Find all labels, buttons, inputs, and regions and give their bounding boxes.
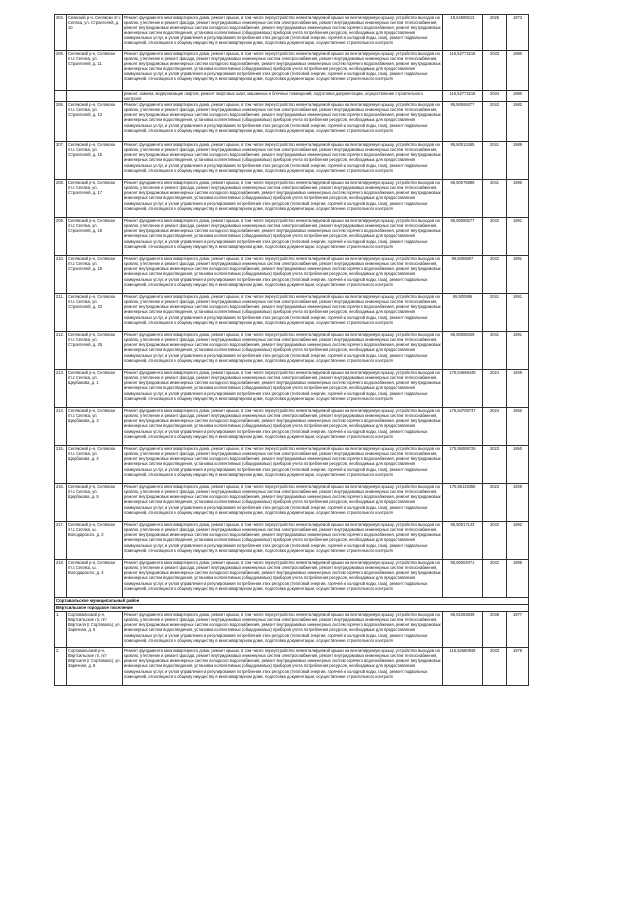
table-row [55, 180, 529, 218]
row-number: 218. [55, 560, 67, 598]
building-address: Селякский р-н, Селякски пт.с Селяха, ул. Строителей, д. 11 [67, 51, 123, 91]
planned-year: 2024 [483, 408, 507, 446]
housing-repair-register-table [54, 14, 529, 686]
repair-works-description: Ремонт фундамента многоквартирного дома, ремонт крыши, в том числе переустройство невентилируемой крыши на вентилируемую крышу, устройство выходов на кровлю, утепление и ремонт фасада, ремонт внутридомовых инженерных систем электроснабжения, ремонт внутридомовых инженерных систем теплоснабжения, ремонт внутридомовых инженерных систем холодного водоснабжения, ремонт внутридомовых инженерных систем горячего водоснабжения, ремонт внутридомовых инженерных систем водоотведения, установка коллективных (общедомовых) приборов учета потребления ресурсов, необходимых для предоставления коммунальных услуг, и узлов управления и регулирования потребления этих ресурсов (тепловой энергии, горячей и холодной воды, газа), ремонт подвальных помещений, относящихся к общему имуществу в многоквартирном доме, подготовка документации, осуществление строительного контроля [123, 180, 443, 218]
row-number: 213. [55, 370, 67, 408]
planned-year: 2033 [483, 51, 507, 91]
repair-works-description: Ремонт фундамента многоквартирного дома, ремонт крыши, в том числе переустройство невентилируемой крыши на вентилируемую крышу, устройство выходов на кровлю, утепление и ремонт фасада, ремонт внутридомовых инженерных систем электроснабжения, ремонт внутридомовых инженерных систем теплоснабжения, ремонт внутридомовых инженерных систем холодного водоснабжения, ремонт внутридомовых инженерных систем горячего водоснабжения, ремонт внутридомовых инженерных систем водоотведения, установка коллективных (общедомовых) приборов учета потребления ресурсов, необходимых для предоставления коммунальных услуг, и узлов управления и регулирования потребления этих ресурсов (тепловой энергии, горячей и холодной воды, газа), ремонт подвальных помещений, относящихся к общему имуществу в многоквартирном доме, подготовка документации, осуществление строительного контроля [123, 294, 443, 332]
table-row [55, 15, 529, 51]
repair-works-description: Ремонт фундамента многоквартирного дома, ремонт крыши, в том числе переустройство невентилируемой крыши на вентилируемую крышу, устройство выходов на кровлю, утепление и ремонт фасада, ремонт внутридомовых инженерных систем электроснабжения, ремонт внутридомовых инженерных систем теплоснабжения, ремонт внутридомовых инженерных систем холодного водоснабжения, ремонт внутридомовых инженерных систем горячего водоснабжения, ремонт внутридомовых инженерных систем водоотведения, установка коллективных (общедомовых) приборов учета потребления ресурсов, необходимых для предоставления коммунальных услуг, и узлов управления и регулирования потребления этих ресурсов (тепловой энергии, горячей и холодной воды, газа), ремонт подвальных помещений, относящихся к общему имуществу в многоквартирном доме, подготовка документации, осуществление строительного контроля [123, 15, 443, 51]
planned-year: 2023 [483, 484, 507, 522]
construction-year: 1982 [507, 102, 529, 142]
cost-value: 95,51083849 [443, 612, 483, 648]
table-row [55, 142, 529, 180]
planned-year: 2033 [483, 648, 507, 686]
repair-works-description: Ремонт фундамента многоквартирного дома, ремонт крыши, в том числе переустройство невентилируемой крыши на вентилируемую крышу, устройство выходов на кровлю, утепление и ремонт фасада, ремонт внутридомовых инженерных систем электроснабжения, ремонт внутридомовых инженерных систем теплоснабжения, ремонт внутридомовых инженерных систем холодного водоснабжения, ремонт внутридомовых инженерных систем горячего водоснабжения, ремонт внутридомовых инженерных систем водоотведения, установка коллективных (общедомовых) приборов учета потребления ресурсов, необходимых для предоставления коммунальных услуг, и узлов управления и регулирования потребления этих ресурсов (тепловой энергии, горячей и холодной воды, газа), ремонт подвальных помещений, относящихся к общему имуществу в многоквартирном доме, подготовка документации, осуществление строительного контроля [123, 218, 443, 256]
repair-works-description: Ремонт фундамента многоквартирного дома, ремонт крыши, в том числе переустройство невентилируемой крыши на вентилируемую крышу, устройство выходов на кровлю, утепление и ремонт фасада, ремонт внутридомовых инженерных систем электроснабжения, ремонт внутридомовых инженерных систем теплоснабжения, ремонт внутридомовых инженерных систем холодного водоснабжения, ремонт внутридомовых инженерных систем горячего водоснабжения, ремонт внутридомовых инженерных систем водоотведения, установка коллективных (общедомовых) приборов учета потребления ресурсов, необходимых для предоставления коммунальных услуг, и узлов управления и регулирования потребления этих ресурсов (тепловой энергии, горячей и холодной воды, газа), ремонт подвальных помещений, относящихся к общему имуществу в многоквартирном доме, подготовка документации, осуществление строительного контроля [123, 256, 443, 294]
construction-year: 1938 [507, 484, 529, 522]
cost-value: 175,54708737 [443, 408, 483, 446]
building-address: Селякский р-н, Селякски пт.с Селяха, ш. Володарского, д. 2 [67, 522, 123, 560]
row-number: 217. [55, 522, 67, 560]
construction-year: 1978 [507, 648, 529, 686]
row-number: 214. [55, 408, 67, 446]
table-row [55, 256, 529, 294]
table-row [55, 612, 529, 648]
table-row [55, 370, 529, 408]
construction-year: 1991 [507, 218, 529, 256]
register-sheet [54, 14, 528, 686]
row-number: 211. [55, 294, 67, 332]
repair-works-description: Ремонт фундамента многоквартирного дома, ремонт крыши, в том числе переустройство невентилируемой крыши на вентилируемую крышу, устройство выходов на кровлю, утепление и ремонт фасада, ремонт внутридомовых инженерных систем электроснабжения, ремонт внутридомовых инженерных систем теплоснабжения, ремонт внутридомовых инженерных систем холодного водоснабжения, ремонт внутридомовых инженерных систем горячего водоснабжения, ремонт внутридомовых инженерных систем водоотведения, установка коллективных (общедомовых) приборов учета потребления ресурсов, необходимых для предоставления коммунальных услуг, и узлов управления и регулирования потребления этих ресурсов (тепловой энергии, горячей и холодной воды, газа), ремонт подвальных помещений, относящихся к общему имуществу в многоквартирном доме, подготовка документации, осуществление строительного контроля [123, 522, 443, 560]
row-number: 204. [55, 15, 67, 51]
subsection-title: Вяртсильское городское поселение [55, 605, 529, 612]
cost-value: 115,52773215 [443, 91, 483, 102]
table-row [55, 446, 529, 484]
repair-works-description: ремонт, замена, модернизация лифтов, ремонт лифтовых шахт, машинных и блочных помещений, подготовка документации, осуществление строительного контроля [123, 91, 443, 102]
construction-year: 1950 [507, 408, 529, 446]
construction-year: 1991 [507, 256, 529, 294]
building-address: Селякский р-н, Селякски пт.с Селяха, ул. Строителей, д. 25 [67, 332, 123, 370]
planned-year: 2025 [483, 15, 507, 51]
planned-year: 2042 [483, 218, 507, 256]
table-row [55, 484, 529, 522]
building-address: Селякский р-н, Селякски пт.с Селяха, ш. Володарского, д. 4 [67, 560, 123, 598]
planned-year: 2024 [483, 370, 507, 408]
row-number: 205. [55, 51, 67, 91]
construction-year: 1991 [507, 332, 529, 370]
cost-value: 95,50075888 [443, 180, 483, 218]
register-body [55, 15, 529, 686]
planned-year: 2042 [483, 560, 507, 598]
cost-value: 95,500995 [443, 294, 483, 332]
table-row [55, 102, 529, 142]
table-row [55, 91, 529, 102]
building-address: Селякский р-н, Селякски пт.с Селяха, ул. Щербакова, д. 5 [67, 484, 123, 522]
building-address: Селякский р-н, Селякски пт.с Селяха, ул. Строителей, д. 23 [67, 294, 123, 332]
planned-year: 2041 [483, 332, 507, 370]
table-row [55, 218, 529, 256]
repair-works-description: Ремонт фундамента многоквартирного дома, ремонт крыши, в том числе переустройство невентилируемой крыши на вентилируемую крышу, устройство выходов на кровлю, утепление и ремонт фасада, ремонт внутридомовых инженерных систем электроснабжения, ремонт внутридомовых инженерных систем теплоснабжения, ремонт внутридомовых инженерных систем холодного водоснабжения, ремонт внутридомовых инженерных систем горячего водоснабжения, ремонт внутридомовых инженерных систем водоотведения, установка коллективных (общедомовых) приборов учета потребления ресурсов, необходимых для предоставления коммунальных услуг, и узлов управления и регулирования потребления этих ресурсов (тепловой энергии, горячей и холодной воды, газа), ремонт подвальных помещений, относящихся к общему имуществу в многоквартирном доме, подготовка документации, осуществление строительного контроля [123, 408, 443, 446]
repair-works-description: Ремонт фундамента многоквартирного дома, ремонт крыши, в том числе переустройство невентилируемой крыши на вентилируемую крышу, устройство выходов на кровлю, утепление и ремонт фасада, ремонт внутридомовых инженерных систем электроснабжения, ремонт внутридомовых инженерных систем теплоснабжения, ремонт внутридомовых инженерных систем холодного водоснабжения, ремонт внутридомовых инженерных систем горячего водоснабжения, ремонт внутридомовых инженерных систем водоотведения, установка коллективных (общедомовых) приборов учета потребления ресурсов, необходимых для предоставления коммунальных услуг, и узлов управления и регулирования потребления этих ресурсов (тепловой энергии, горячей и холодной воды, газа), ремонт подвальных помещений, относящихся к общему имуществу в многоквартирном доме, подготовка документации, осуществление строительного контроля [123, 370, 443, 408]
section-heading-row [55, 598, 529, 605]
building-address: Селякский р-н, Селякски пт.с Селяха, ул. Щербакова, д. 4 [67, 446, 123, 484]
row-number: 210. [55, 256, 67, 294]
row-number: 216. [55, 484, 67, 522]
row-number: 215. [55, 446, 67, 484]
table-row [55, 560, 529, 598]
row-number: 209. [55, 218, 67, 256]
row-number: 1. [55, 612, 67, 648]
row-number: 212. [55, 332, 67, 370]
building-address: Селякский р-н, Селякски пт.с Селяха, ул. Щербакова, д. 3 [67, 408, 123, 446]
cost-value: 115,52680849 [443, 648, 483, 686]
building-address: Селякский р-н, Селякски пт.с Селяха, ул. Строителей, д. 19 [67, 256, 123, 294]
construction-year: 1991 [507, 294, 529, 332]
building-address: Сортавальский р-н, Вяртсильское гп, пгт Вяртсиля (г Сортавала), ул. Заречная, д. 8 [67, 648, 123, 686]
repair-works-description: Ремонт фундамента многоквартирного дома, ремонт крыши, в том числе переустройство невентилируемой крыши на вентилируемую крышу, устройство выходов на кровлю, утепление и ремонт фасада, ремонт внутридомовых инженерных систем электроснабжения, ремонт внутридомовых инженерных систем теплоснабжения, ремонт внутридомовых инженерных систем холодного водоснабжения, ремонт внутридомовых инженерных систем горячего водоснабжения, ремонт внутридомовых инженерных систем водоотведения, установка коллективных (общедомовых) приборов учета потребления ресурсов, необходимых для предоставления коммунальных услуг, и узлов управления и регулирования потребления этих ресурсов (тепловой энергии, горячей и холодной воды, газа), ремонт подвальных помещений, относящихся к общему имуществу в многоквартирном доме, подготовка документации, осуществление строительного контроля [123, 612, 443, 648]
table-row [55, 648, 529, 686]
planned-year: 2042 [483, 256, 507, 294]
construction-year: 1992 [507, 522, 529, 560]
cost-value: 95,50069277 [443, 102, 483, 142]
section-title: Сортавальское муниципальный район [55, 598, 529, 605]
cost-value: 175,55119355 [443, 484, 483, 522]
building-address: Селякский р-н, Селякски пт.с Селяха, ул. Строителей, д. 13 [67, 102, 123, 142]
row-number: 2. [55, 648, 67, 686]
row-number [55, 91, 67, 102]
construction-year: 1950 [507, 446, 529, 484]
construction-year: 1989 [507, 142, 529, 180]
row-number: 208. [55, 180, 67, 218]
planned-year: 2038 [483, 612, 507, 648]
construction-year: 1990 [507, 180, 529, 218]
repair-works-description: Ремонт фундамента многоквартирного дома, ремонт крыши, в том числе переустройство невентилируемой крыши на вентилируемую крышу, устройство выходов на кровлю, утепление и ремонт фасада, ремонт внутридомовых инженерных систем электроснабжения, ремонт внутридомовых инженерных систем теплоснабжения, ремонт внутридомовых инженерных систем холодного водоснабжения, ремонт внутридомовых инженерных систем горячего водоснабжения, ремонт внутридомовых инженерных систем водоотведения, установка коллективных (общедомовых) приборов учета потребления ресурсов, необходимых для предоставления коммунальных услуг, и узлов управления и регулирования потребления этих ресурсов (тепловой энергии, горячей и холодной воды, газа), ремонт подвальных помещений, относящихся к общему имуществу в многоквартирном доме, подготовка документации, осуществление строительного контроля [123, 648, 443, 686]
cost-value: 18,54589213 [443, 15, 483, 51]
cost-value: 175,54668445 [443, 370, 483, 408]
cost-value: 95,50013455 [443, 142, 483, 180]
building-address: Селякский р-н, Селякски пт.с Селяха, ул. Строителей, д. 18 [67, 218, 123, 256]
cost-value: 95,50069429 [443, 332, 483, 370]
repair-works-description: Ремонт фундамента многоквартирного дома, ремонт крыши, в том числе переустройство невентилируемой крыши на вентилируемую крышу, устройство выходов на кровлю, утепление и ремонт фасада, ремонт внутридомовых инженерных систем электроснабжения, ремонт внутридомовых инженерных систем теплоснабжения, ремонт внутридомовых инженерных систем холодного водоснабжения, ремонт внутридомовых инженерных систем горячего водоснабжения, ремонт внутридомовых инженерных систем водоотведения, установка коллективных (общедомовых) приборов учета потребления ресурсов, необходимых для предоставления коммунальных услуг, и узлов управления и регулирования потребления этих ресурсов (тепловой энергии, горячей и холодной воды, газа), ремонт подвальных помещений, относящихся к общему имуществу в многоквартирном доме, подготовка документации, осуществление строительного контроля [123, 51, 443, 91]
repair-works-description: Ремонт фундамента многоквартирного дома, ремонт крыши, в том числе переустройство невентилируемой крыши на вентилируемую крышу, устройство выходов на кровлю, утепление и ремонт фасада, ремонт внутридомовых инженерных систем электроснабжения, ремонт внутридомовых инженерных систем теплоснабжения, ремонт внутридомовых инженерных систем холодного водоснабжения, ремонт внутридомовых инженерных систем горячего водоснабжения, ремонт внутридомовых инженерных систем водоотведения, установка коллективных (общедомовых) приборов учета потребления ресурсов, необходимых для предоставления коммунальных услуг, и узлов управления и регулирования потребления этих ресурсов (тепловой энергии, горячей и холодной воды, газа), ремонт подвальных помещений, относящихся к общему имуществу в многоквартирном доме, подготовка документации, осуществление строительного контроля [123, 446, 443, 484]
row-number: 206. [55, 102, 67, 142]
construction-year: 1977 [507, 612, 529, 648]
cost-value: 95,50069277 [443, 218, 483, 256]
construction-year: 1980 [507, 51, 529, 91]
repair-works-description: Ремонт фундамента многоквартирного дома, ремонт крыши, в том числе переустройство невентилируемой крыши на вентилируемую крышу, устройство выходов на кровлю, утепление и ремонт фасада, ремонт внутридомовых инженерных систем электроснабжения, ремонт внутридомовых инженерных систем теплоснабжения, ремонт внутридомовых инженерных систем холодного водоснабжения, ремонт внутридомовых инженерных систем горячего водоснабжения, ремонт внутридомовых инженерных систем водоотведения, установка коллективных (общедомовых) приборов учета потребления ресурсов, необходимых для предоставления коммунальных услуг, и узлов управления и регулирования потребления этих ресурсов (тепловой энергии, горячей и холодной воды, газа), ремонт подвальных помещений, относящихся к общему имуществу в многоквартирном доме, подготовка документации, осуществление строительного контроля [123, 560, 443, 598]
row-number: 207. [55, 142, 67, 180]
repair-works-description: Ремонт фундамента многоквартирного дома, ремонт крыши, в том числе переустройство невентилируемой крыши на вентилируемую крышу, устройство выходов на кровлю, утепление и ремонт фасада, ремонт внутридомовых инженерных систем электроснабжения, ремонт внутридомовых инженерных систем теплоснабжения, ремонт внутридомовых инженерных систем холодного водоснабжения, ремонт внутридомовых инженерных систем горячего водоснабжения, ремонт внутридомовых инженерных систем водоотведения, установка коллективных (общедомовых) приборов учета потребления ресурсов, необходимых для предоставления коммунальных услуг, и узлов управления и регулирования потребления этих ресурсов (тепловой энергии, горячей и холодной воды, газа), ремонт подвальных помещений, относящихся к общему имуществу в многоквартирном доме, подготовка документации, осуществление строительного контроля [123, 142, 443, 180]
table-row [55, 332, 529, 370]
building-address: Селякский р-н, Селякски пт.с Селяха, ул. Щербакова, д. 1 [67, 370, 123, 408]
cost-value: 175,55089725 [443, 446, 483, 484]
table-row [55, 294, 529, 332]
cost-value: 115,52773215 [443, 51, 483, 91]
planned-year: 2034 [483, 91, 507, 102]
subsection-heading-row [55, 605, 529, 612]
construction-year: 1980 [507, 91, 529, 102]
planned-year: 2041 [483, 294, 507, 332]
building-address: Сеякский р-н, Селякски пт.с Селяха, ул. Строителей, д. 10 [67, 15, 123, 51]
cost-value: 95,5008807 [443, 256, 483, 294]
building-address: Сортавальский р-н, Вяртсильское гп, пгт Вяртсиля (г Сортавала), ул. Заречная, д. 6 [67, 612, 123, 648]
planned-year: 2041 [483, 142, 507, 180]
planned-year: 2023 [483, 446, 507, 484]
planned-year: 2042 [483, 102, 507, 142]
repair-works-description: Ремонт фундамента многоквартирного дома, ремонт крыши, в том числе переустройство невентилируемой крыши на вентилируемую крышу, устройство выходов на кровлю, утепление и ремонт фасада, ремонт внутридомовых инженерных систем электроснабжения, ремонт внутридомовых инженерных систем теплоснабжения, ремонт внутридомовых инженерных систем холодного водоснабжения, ремонт внутридомовых инженерных систем горячего водоснабжения, ремонт внутридомовых инженерных систем водоотведения, установка коллективных (общедомовых) приборов учета потребления ресурсов, необходимых для предоставления коммунальных услуг, и узлов управления и регулирования потребления этих ресурсов (тепловой энергии, горячей и холодной воды, газа), ремонт подвальных помещений, относящихся к общему имуществу в многоквартирном доме, подготовка документации, осуществление строительного контроля [123, 102, 443, 142]
building-address: Селякский р-н, Селякски пт.с Селяха, ул. Строителей, д. 17 [67, 180, 123, 218]
building-address [67, 91, 123, 102]
table-row [55, 522, 529, 560]
repair-works-description: Ремонт фундамента многоквартирного дома, ремонт крыши, в том числе переустройство невентилируемой крыши на вентилируемую крышу, устройство выходов на кровлю, утепление и ремонт фасада, ремонт внутридомовых инженерных систем электроснабжения, ремонт внутридомовых инженерных систем теплоснабжения, ремонт внутридомовых инженерных систем холодного водоснабжения, ремонт внутридомовых инженерных систем горячего водоснабжения, ремонт внутридомовых инженерных систем водоотведения, установка коллективных (общедомовых) приборов учета потребления ресурсов, необходимых для предоставления коммунальных услуг, и узлов управления и регулирования потребления этих ресурсов (тепловой энергии, горячей и холодной воды, газа), ремонт подвальных помещений, относящихся к общему имуществу в многоквартирном доме, подготовка документации, осуществление строительного контроля [123, 332, 443, 370]
construction-year: 1995 [507, 560, 529, 598]
construction-year: 1973 [507, 15, 529, 51]
repair-works-description: Ремонт фундамента многоквартирного дома, ремонт крыши, в том числе переустройство невентилируемой крыши на вентилируемую крышу, устройство выходов на кровлю, утепление и ремонт фасада, ремонт внутридомовых инженерных систем электроснабжения, ремонт внутридомовых инженерных систем теплоснабжения, ремонт внутридомовых инженерных систем холодного водоснабжения, ремонт внутридомовых инженерных систем горячего водоснабжения, ремонт внутридомовых инженерных систем водоотведения, установка коллективных (общедомовых) приборов учета потребления ресурсов, необходимых для предоставления коммунальных услуг, и узлов управления и регулирования потребления этих ресурсов (тепловой энергии, горячей и холодной воды, газа), ремонт подвальных помещений, относящихся к общему имуществу в многоквартирном доме, подготовка документации, осуществление строительного контроля [123, 484, 443, 522]
planned-year: 2041 [483, 180, 507, 218]
construction-year: 1949 [507, 370, 529, 408]
planned-year: 2042 [483, 522, 507, 560]
cost-value: 95,50004071 [443, 560, 483, 598]
table-row [55, 51, 529, 91]
cost-value: 95,50017143 [443, 522, 483, 560]
building-address: Селякский р-н, Селякски пт.с Селяха, ул. Строителей, д. 15 [67, 142, 123, 180]
table-row [55, 408, 529, 446]
